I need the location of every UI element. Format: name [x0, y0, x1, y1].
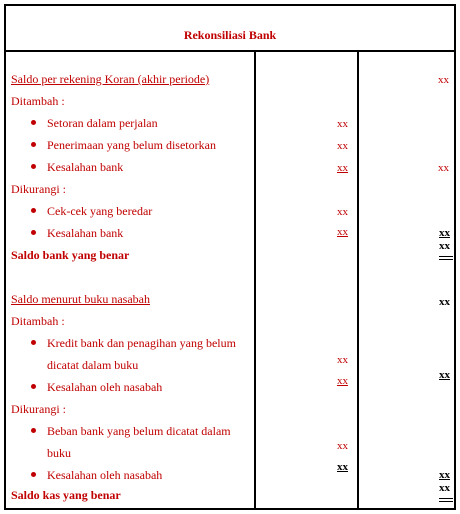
amount: xx [337, 162, 348, 174]
amount: xx [438, 74, 449, 86]
bullet-icon [31, 208, 36, 213]
bank-add-label: Ditambah : [11, 94, 65, 108]
bank-total-label: Saldo bank yang benar [11, 248, 130, 262]
amount: xx [439, 469, 450, 481]
table-title: Rekonsiliasi Bank [6, 6, 454, 52]
bullet-icon [31, 142, 36, 147]
bullet-icon [31, 472, 36, 477]
amount: xx [337, 118, 348, 130]
bank-less-item: Kesalahan bank [47, 226, 124, 240]
amount: xx [337, 375, 348, 387]
amount: xx [439, 369, 450, 381]
bullet-icon [31, 384, 36, 389]
bullet-icon [31, 340, 36, 345]
amount: xx [439, 296, 450, 308]
amount: xx [337, 354, 348, 366]
bullet-icon [31, 120, 36, 125]
amount: xx [337, 440, 348, 452]
book-total-label: Saldo kas yang benar [11, 488, 121, 502]
bank-less-item: Cek-cek yang beredar [47, 204, 153, 218]
bullet-icon [31, 230, 36, 235]
bank-add-item: Setoran dalam perjalan [47, 116, 158, 130]
amount: xx [337, 461, 348, 473]
amount: xx [337, 226, 348, 238]
bank-add-item: Penerimaan yang belum disetorkan [47, 138, 216, 152]
double-underline [439, 256, 453, 260]
book-add-label: Ditambah : [11, 314, 65, 328]
book-less-item: Kesalahan oleh nasabah [47, 468, 163, 482]
column-divider-1 [254, 52, 256, 508]
bank-add-item: Kesalahan bank [47, 160, 124, 174]
book-less-item: Beban bank yang belum dicatat dalam [47, 424, 231, 438]
amount: xx [439, 240, 450, 252]
book-less-label: Dikurangi : [11, 402, 66, 416]
book-add-item: Kesalahan oleh nasabah [47, 380, 163, 394]
book-balance-heading: Saldo menurut buku nasabah [11, 292, 150, 306]
bank-less-label: Dikurangi : [11, 182, 66, 196]
amount: xx [439, 482, 450, 494]
bank-balance-heading: Saldo per rekening Koran (akhir periode) [11, 72, 210, 86]
amount: xx [337, 140, 348, 152]
double-underline [439, 498, 453, 502]
book-less-item-continued: buku [47, 446, 71, 460]
book-add-item: Kredit bank dan penagihan yang belum [47, 336, 236, 350]
book-add-item-continued: dicatat dalam buku [47, 358, 139, 372]
column-divider-2 [357, 52, 359, 508]
amount: xx [337, 206, 348, 218]
amount: xx [439, 227, 450, 239]
amount: xx [438, 162, 449, 174]
bullet-icon [31, 164, 36, 169]
bullet-icon [31, 428, 36, 433]
